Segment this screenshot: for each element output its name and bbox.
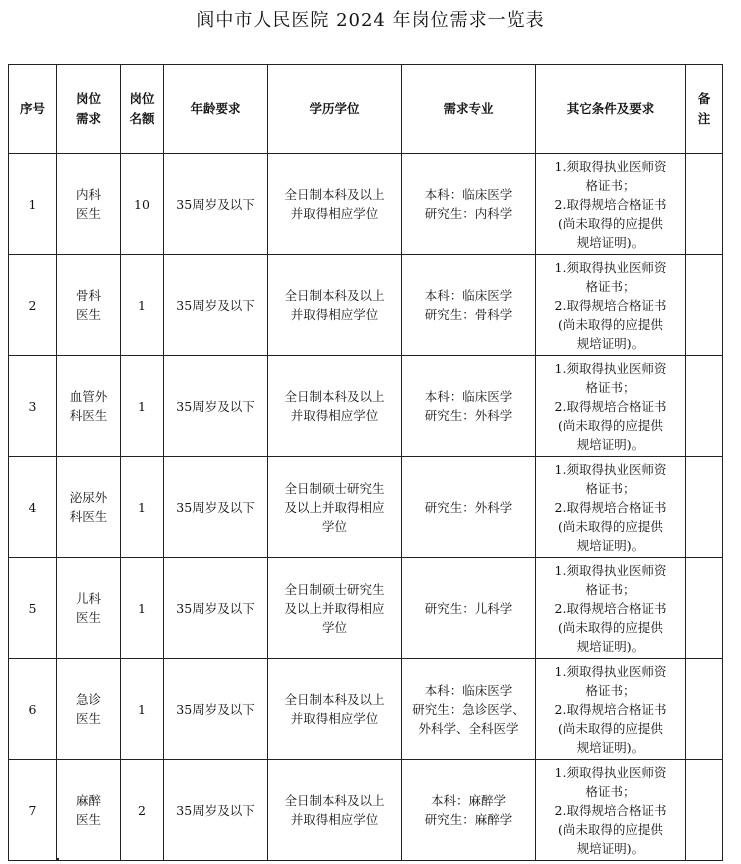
cell-count: 1: [121, 356, 164, 457]
cell-major: [402, 356, 536, 457]
table-row: [9, 760, 723, 861]
cell-conditions-line: 1.须取得执业医师资: [554, 259, 667, 275]
header-age: 年龄要求: [164, 65, 268, 154]
cell-conditions-line: 规培证明)。: [576, 840, 645, 856]
header-education: 学历学位: [268, 65, 402, 154]
cell-major-line: 研究生：急诊医学、: [412, 701, 525, 717]
cell-post: [57, 154, 121, 255]
cell-conditions-line: 规培证明)。: [576, 537, 645, 553]
cell-conditions-line: (尚未取得的应提供: [558, 720, 663, 736]
cell-conditions-line: (尚未取得的应提供: [558, 619, 663, 635]
cell-age: 35周岁及以下: [164, 659, 268, 760]
cell-education: [268, 558, 402, 659]
header-count-line: 名额: [129, 111, 155, 126]
cell-conditions-line: 1.须取得执业医师资: [554, 461, 667, 477]
cell-major-line: 本科：临床医学: [424, 288, 513, 303]
cell-age: 35周岁及以下: [164, 356, 268, 457]
cell-education-line: 全日制本科及以上: [284, 793, 385, 808]
cell-post: [57, 255, 121, 356]
cell-remarks: [686, 659, 723, 760]
table-header-row: [9, 65, 723, 154]
cell-index: 1: [9, 154, 57, 255]
cell-education-line: 全日制硕士研究生: [284, 480, 385, 496]
cell-post-line: 儿科: [75, 591, 101, 606]
cell-post: [57, 659, 121, 760]
cell-index: 5: [9, 558, 57, 659]
cell-major: [402, 457, 536, 558]
cell-major-line: 本科：临床医学: [424, 682, 513, 698]
cell-post-line: 血管外: [69, 389, 108, 404]
cell-index: 6: [9, 659, 57, 760]
cell-education: [268, 659, 402, 760]
job-requirements-table: [8, 64, 723, 861]
cell-post-line: 麻醉: [75, 793, 101, 808]
cell-education-line: 并取得相应学位: [290, 206, 379, 221]
cell-education: [268, 356, 402, 457]
cell-post-line: 科医生: [69, 509, 108, 524]
cell-conditions-line: (尚未取得的应提供: [558, 417, 663, 433]
cell-education-line: 全日制本科及以上: [284, 389, 385, 404]
cell-post-line: 急诊: [75, 692, 101, 707]
cell-index: 3: [9, 356, 57, 457]
table-row: [9, 356, 723, 457]
cell-conditions-line: 格证书；: [585, 379, 636, 395]
header-major: 需求专业: [402, 65, 536, 154]
cell-education-line: 全日制本科及以上: [284, 187, 385, 202]
cell-major-line: 外科学、全科医学: [418, 720, 519, 736]
cell-major-line: 本科：临床医学: [424, 389, 513, 404]
cell-post-line: 医生: [75, 711, 101, 726]
cell-conditions-line: 格证书；: [585, 480, 636, 496]
cell-conditions-line: 2.取得规培合格证书: [554, 398, 667, 414]
cell-age: 35周岁及以下: [164, 558, 268, 659]
cell-remarks: [686, 255, 723, 356]
cell-index: 7: [9, 760, 57, 861]
cell-education-line: 全日制硕士研究生: [284, 581, 385, 597]
cell-major-line: 研究生：骨科学: [424, 307, 513, 322]
cell-post: [57, 356, 121, 457]
cell-conditions: [536, 154, 686, 255]
header-count: [121, 65, 164, 154]
cell-remarks: [686, 760, 723, 861]
cell-remarks: [686, 457, 723, 558]
cell-conditions-line: (尚未取得的应提供: [558, 215, 663, 231]
page-title: 阆中市人民医院 2024 年岗位需求一览表: [196, 10, 545, 31]
cell-conditions-line: 1.须取得执业医师资: [554, 764, 667, 780]
header-index: 序号: [9, 65, 57, 154]
cell-post-line: 泌尿外: [69, 490, 108, 505]
cell-post: [57, 558, 121, 659]
cell-major: [402, 558, 536, 659]
header-conditions: 其它条件及要求: [536, 65, 686, 154]
cell-count: 1: [121, 558, 164, 659]
cell-conditions-line: 规培证明)。: [576, 638, 645, 654]
cell-post-line: 科医生: [69, 408, 108, 423]
header-post: [57, 65, 121, 154]
cell-post-line: 骨科: [75, 288, 101, 303]
table-row: [9, 255, 723, 356]
cell-remarks: [686, 356, 723, 457]
cell-conditions-line: 2.取得规培合格证书: [554, 600, 667, 616]
cell-age: 35周岁及以下: [164, 154, 268, 255]
cell-major: [402, 659, 536, 760]
cell-conditions-line: 规培证明)。: [576, 739, 645, 755]
cell-conditions-line: 2.取得规培合格证书: [554, 701, 667, 717]
header-post-line: 岗位: [75, 91, 101, 106]
table-row: [9, 457, 723, 558]
cell-conditions: [536, 659, 686, 760]
cell-education: [268, 457, 402, 558]
cell-conditions-line: 2.取得规培合格证书: [554, 802, 667, 818]
cell-education-line: 及以上并取得相应: [284, 499, 385, 515]
cell-conditions: [536, 558, 686, 659]
cell-count: 1: [121, 255, 164, 356]
cell-age: 35周岁及以下: [164, 760, 268, 861]
cell-major-line: 研究生：麻醉学: [424, 812, 513, 827]
cell-post: [57, 760, 121, 861]
header-remarks-line: 备: [697, 91, 711, 106]
cell-education-line: 并取得相应学位: [290, 307, 379, 322]
table-row: [9, 558, 723, 659]
cell-conditions-line: 格证书；: [585, 581, 636, 597]
cell-education-line: 学位: [321, 619, 347, 635]
cell-education: [268, 760, 402, 861]
cell-conditions-line: (尚未取得的应提供: [558, 821, 663, 837]
cell-major-line: 研究生：内科学: [424, 206, 513, 221]
cell-major: [402, 760, 536, 861]
cell-education-line: 并取得相应学位: [290, 408, 379, 423]
cell-conditions: [536, 457, 686, 558]
cell-major: [402, 255, 536, 356]
cell-remarks: [686, 558, 723, 659]
cell-post-line: 医生: [75, 812, 101, 827]
cell-conditions-line: 1.须取得执业医师资: [554, 360, 667, 376]
cell-conditions-line: 2.取得规培合格证书: [554, 297, 667, 313]
header-remarks-line: 注: [697, 111, 711, 126]
cell-conditions-line: 格证书；: [585, 177, 636, 193]
header-count-line: 岗位: [129, 91, 155, 106]
cell-conditions-line: 2.取得规培合格证书: [554, 499, 667, 515]
cell-remarks: [686, 154, 723, 255]
cell-conditions: [536, 356, 686, 457]
cell-conditions-line: 1.须取得执业医师资: [554, 663, 667, 679]
cell-major-line: 本科：麻醉学: [430, 793, 506, 808]
cell-conditions-line: 规培证明)。: [576, 335, 645, 351]
cell-conditions-line: 格证书；: [585, 783, 636, 799]
cell-count: 2: [121, 760, 164, 861]
table-row: [9, 659, 723, 760]
cell-post-line: 内科: [75, 187, 101, 202]
cell-major-line: 研究生：外科学: [424, 408, 513, 423]
header-post-line: 需求: [75, 111, 101, 126]
cell-conditions-line: 格证书；: [585, 278, 636, 294]
cell-index: 2: [9, 255, 57, 356]
cell-conditions-line: 规培证明)。: [576, 234, 645, 250]
cell-age: 35周岁及以下: [164, 255, 268, 356]
cell-conditions: [536, 760, 686, 861]
cell-education: [268, 154, 402, 255]
cell-count: 10: [121, 154, 164, 255]
cell-education-line: 并取得相应学位: [290, 711, 379, 726]
cell-post-line: 医生: [75, 206, 101, 221]
cell-count: 1: [121, 659, 164, 760]
cell-conditions-line: 1.须取得执业医师资: [554, 562, 667, 578]
cell-major: [402, 154, 536, 255]
cell-major-line: 研究生：外科学: [424, 499, 513, 515]
cell-education-line: 全日制本科及以上: [284, 288, 385, 303]
cell-major-line: 本科：临床医学: [424, 187, 513, 202]
header-remarks: [686, 65, 723, 154]
cell-conditions-line: 格证书；: [585, 682, 636, 698]
cell-post-line: 医生: [75, 610, 101, 625]
cell-post-line: 医生: [75, 307, 101, 322]
cell-conditions-line: 1.须取得执业医师资: [554, 158, 667, 174]
cell-index: 4: [9, 457, 57, 558]
cell-conditions-line: 规培证明)。: [576, 436, 645, 452]
cell-conditions: [536, 255, 686, 356]
cell-conditions-line: 2.取得规培合格证书: [554, 196, 667, 212]
cell-post: [57, 457, 121, 558]
cell-conditions-line: (尚未取得的应提供: [558, 316, 663, 332]
page-edge-mark: [57, 858, 59, 860]
cell-education-line: 全日制本科及以上: [284, 692, 385, 707]
cell-education-line: 并取得相应学位: [290, 812, 379, 827]
cell-major-line: 研究生：儿科学: [424, 600, 513, 616]
table-body: [9, 154, 723, 861]
cell-education-line: 及以上并取得相应: [284, 600, 385, 616]
cell-age: 35周岁及以下: [164, 457, 268, 558]
cell-count: 1: [121, 457, 164, 558]
cell-conditions-line: (尚未取得的应提供: [558, 518, 663, 534]
table-row: [9, 154, 723, 255]
cell-education-line: 学位: [321, 518, 347, 534]
cell-education: [268, 255, 402, 356]
